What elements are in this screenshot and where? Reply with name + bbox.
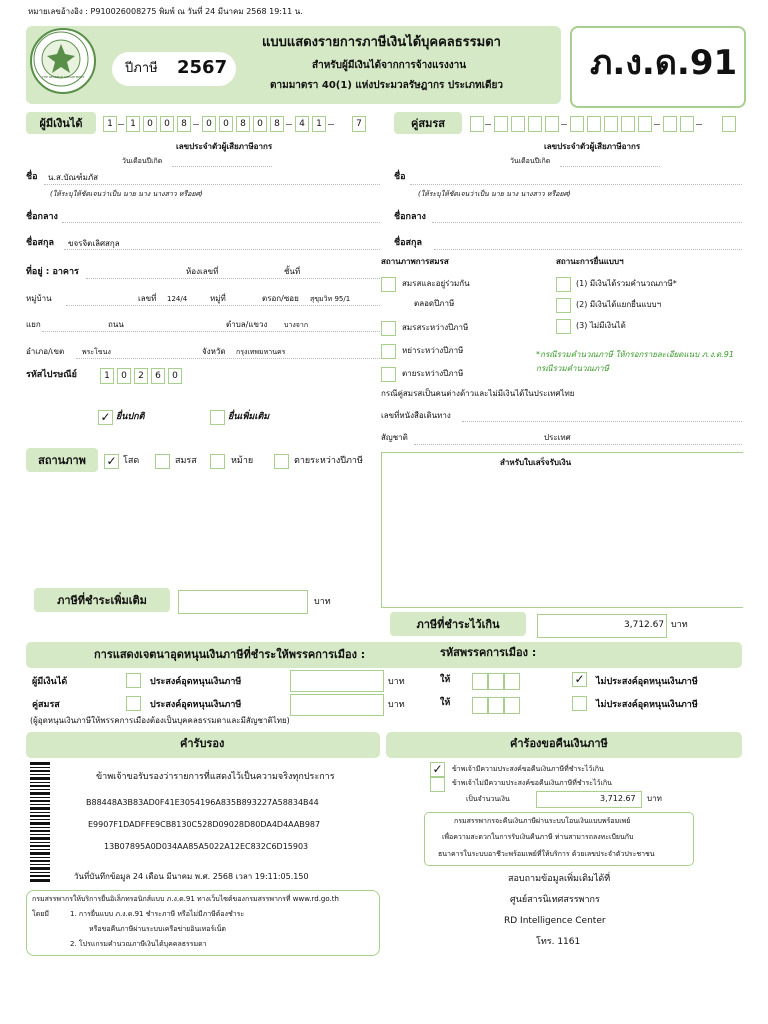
spouse-surname-line <box>434 249 742 250</box>
filing-combined-checkbox[interactable] <box>556 277 571 292</box>
marital-header: สถานภาพการสมรส <box>381 257 449 266</box>
party-code-box[interactable] <box>472 697 488 714</box>
address-line <box>86 278 380 279</box>
country-label: ประเทศ <box>544 433 571 442</box>
taxpayer-id-digit: 0 <box>160 116 174 132</box>
district-value: พระโขนง <box>82 348 111 356</box>
efiling-notice-item-1b: หรือขอคืนภาษีผ่านระบบเครือข่ายอินเทอร์เน็ต <box>89 925 226 933</box>
filing-none-label: (3) ไม่มีเงินได้ <box>576 321 626 330</box>
spouse-id-digit <box>528 116 542 132</box>
dob-line <box>560 166 660 167</box>
spouse-id-digit <box>494 116 508 132</box>
promptpay-info-1: กรมสรรพากรจะคืนเงินภาษีผ่านระบบโอนเงินแบบพร้อมเพย์ <box>454 817 631 825</box>
status-single-label: โสด <box>123 456 140 466</box>
taxpayer-surname-label: ชื่อสกุล <box>26 238 54 248</box>
spouse-id-digit <box>604 116 618 132</box>
surname-line <box>64 249 380 250</box>
contact-line-1: สอบถามข้อมูลเพิ่มเติมได้ที่ <box>508 874 611 884</box>
id-dash <box>328 124 334 125</box>
filing-separate-label: (2) มีเงินได้แยกยื่นแบบฯ <box>576 300 662 309</box>
logo-text: THE REVENUE DEPARTMENT <box>42 75 85 79</box>
efiling-notice-item-2: 2. โปรแกรมคำนวณภาษีเงินได้บุคคลธรรมดา <box>70 940 207 948</box>
overpaid-tax-baht: บาท <box>671 620 688 630</box>
taxpayer-id-digit: 0 <box>219 116 233 132</box>
party-header: การแสดงเจตนาอุดหนุนเงินภาษีที่ชำระให้พรรคการเมือง : <box>94 648 366 661</box>
certification-statement: ข้าพเจ้าขอรับรองว่ารายการที่แสดงไว้เป็นความจริงทุกประการ <box>96 772 335 782</box>
status-widowed-checkbox[interactable] <box>210 454 225 469</box>
id-dash <box>696 124 702 125</box>
party-code-box[interactable] <box>488 697 504 714</box>
party-code-box[interactable] <box>488 673 504 690</box>
additional-tax-baht: บาท <box>314 597 331 607</box>
refund-amount-label: เป็นจำนวนเงิน <box>466 795 510 803</box>
id-dash <box>286 124 292 125</box>
taxpayer-id-digit: 0 <box>202 116 216 132</box>
taxpayer-id-digit: 7 <box>352 116 366 132</box>
taxpayer-name-label: ชื่อ <box>26 172 38 182</box>
overpaid-tax-label: ภาษีที่ชำระไว้เกิน <box>390 612 526 636</box>
taxpayer-id-digit: 8 <box>270 116 284 132</box>
marital-together-checkbox[interactable] <box>381 277 396 292</box>
taxpayer-id-digit: 1 <box>312 116 326 132</box>
province-value: กรุงเทพมหานคร <box>236 348 286 356</box>
taxpayer-id-digit: 8 <box>236 116 250 132</box>
filing-separate-checkbox[interactable] <box>556 298 571 313</box>
taxpayer-dob-label: วันเดือนปีเกิด <box>122 157 163 165</box>
overpaid-tax-value: 3,712.67 <box>624 620 665 630</box>
junction-label: แยก <box>26 320 41 329</box>
moo-label: หมู่ที่ <box>210 294 226 303</box>
normal-filing-label: ยื่นปกติ <box>116 412 145 422</box>
spouse-id-digit <box>663 116 677 132</box>
spouse-id-digit <box>545 116 559 132</box>
contact-line-3: RD Intelligence Center <box>504 916 606 926</box>
junction-line <box>42 331 380 332</box>
subdistrict-value: บางจาก <box>284 321 309 329</box>
marital-together-label-2: ตลอดปีภาษี <box>414 299 455 308</box>
refund-no-checkbox[interactable] <box>430 777 445 792</box>
receipt-label: สำหรับใบเสร็จรับเงิน <box>500 458 572 467</box>
spouse-surname-label: ชื่อสกุล <box>394 238 422 248</box>
status-deceased-label: ตายระหว่างปีภาษี <box>294 456 363 466</box>
nationality-label: สัญชาติ <box>381 433 408 442</box>
id-dash <box>485 124 491 125</box>
taxpayer-name-value: น.ส.บัณฑ์มภัส <box>48 173 99 182</box>
subdistrict-label: ตำบล/แขวง <box>226 320 268 329</box>
spouse-id-digit <box>470 116 484 132</box>
form-code: ภ.ง.ด.91 <box>590 43 738 83</box>
postal-digit: 1 <box>100 368 114 384</box>
taxpayer-id-digit: 8 <box>177 116 191 132</box>
party-row-taxpayer-yes-checkbox[interactable] <box>126 673 141 688</box>
taxpayer-id-caption: เลขประจำตัวผู้เสียภาษีอากร <box>176 142 273 151</box>
village-line <box>66 305 380 306</box>
taxpayer-label: ผู้มีเงินได้ <box>26 112 96 134</box>
taxpayer-id-digit: 0 <box>143 116 157 132</box>
district-line <box>76 358 380 359</box>
party-row-taxpayer-to: ให้ <box>440 675 451 685</box>
taxpayer-id-digit: 4 <box>295 116 309 132</box>
refund-amount-value: 3,712.67 <box>600 794 636 803</box>
name-line <box>44 184 380 185</box>
certification-hash-2: E9907F1DADFFE9CB8130C528D09028D80DA4D4AAB987 <box>88 820 321 829</box>
party-row-taxpayer-amount[interactable] <box>290 670 384 692</box>
address-label: ที่อยู่ : อาคาร <box>26 267 79 277</box>
party-row-spouse-to: ให้ <box>440 698 451 708</box>
passport-line <box>462 421 742 422</box>
spouse-dob-label: วันเดือนปีเกิด <box>510 157 551 165</box>
form-title: แบบแสดงรายการภาษีเงินได้บุคคลธรรมดา <box>262 35 501 50</box>
district-label: อำเภอ/เขต <box>26 347 65 356</box>
party-row-taxpayer-purpose: ประสงค์อุดหนุนเงินภาษี <box>150 677 242 687</box>
refund-yes-label: ข้าพเจ้ามีความประสงค์ขอคืนเงินภาษีที่ชำระไว้เกิน <box>452 765 604 773</box>
dob-line <box>172 166 272 167</box>
revenue-department-logo <box>30 28 96 94</box>
party-row-taxpayer-no-label: ไม่ประสงค์อุดหนุนเงินภาษี <box>596 677 698 687</box>
refund-no-label: ข้าพเจ้าไม่มีความประสงค์ขอคืนเงินภาษีที่ชำระไว้เกิน <box>452 779 612 787</box>
id-dash <box>654 124 660 125</box>
promptpay-info-3: ธนาคารในระบบอาชีวะพร้อมเพย์ที่ให้บริการ ด้วยเลขประจำตัวประชาชน <box>438 850 655 858</box>
combined-note: *กรณีรวมคำนวณภาษี ให้กรอกรายละเอียดแนบ ภ.ง.ด.91 กรณีรวมคำนวณภาษี <box>536 350 734 374</box>
postal-digit: 0 <box>117 368 131 384</box>
status-single-checkbox[interactable]: ✓ <box>104 454 119 469</box>
taxpayer-surname-value: ขจรจิตเลิศสกุล <box>68 239 120 248</box>
party-row-spouse-no-label: ไม่ประสงค์อุดหนุนเงินภาษี <box>596 700 698 710</box>
party-row-spouse-no-checkbox[interactable] <box>572 696 587 711</box>
marital-deceased-label: ตายระหว่างปีภาษี <box>402 369 464 378</box>
party-code-box[interactable] <box>504 673 520 690</box>
filing-combined-label: (1) มีเงินได้รวมคำนวณภาษี* <box>576 279 677 288</box>
party-code-box[interactable] <box>504 697 520 714</box>
village-label: หมู่บ้าน <box>26 294 52 303</box>
normal-filing-checkbox[interactable]: ✓ <box>98 410 113 425</box>
receipt-box <box>381 452 743 608</box>
spouse-id-digit <box>621 116 635 132</box>
marital-together-label: สมรสและอยู่ร่วมกัน <box>402 279 470 288</box>
nationality-line <box>414 444 742 445</box>
soi-value: สุขุมวิท 95/1 <box>310 295 351 303</box>
status-label: สถานภาพ <box>26 448 98 472</box>
taxpayer-name-hint: (ให้ระบุให้ชัดเจนว่าเป็น นาย นาง นางสาว หรือยศ) <box>50 190 203 198</box>
refund-yes-checkbox[interactable]: ✓ <box>430 762 445 777</box>
barcode <box>30 762 50 882</box>
postal-digit: 0 <box>168 368 182 384</box>
filing-none-checkbox[interactable] <box>556 319 571 334</box>
filing-header: สถานะการยื่นแบบฯ <box>556 257 624 266</box>
middle-line <box>62 222 380 223</box>
additional-filing-checkbox[interactable] <box>210 410 225 425</box>
taxpayer-id-digit: 0 <box>253 116 267 132</box>
efiling-notice-item-1: 1. การยื่นแบบ ภ.ง.ด.91 ชำระภาษี หรือไม่มีภาษีต้องชำระ <box>70 910 245 918</box>
additional-tax-field[interactable] <box>178 590 308 614</box>
form-subtitle-2: ตามมาตรา 40(1) แห่งประมวลรัษฎากร ประเภทเดียว <box>270 80 503 91</box>
marital-divorced-label: หย่าระหว่างปีภาษี <box>402 346 464 355</box>
taxpayer-id-digit: 1 <box>103 116 117 132</box>
marital-deceased-checkbox[interactable] <box>381 367 396 382</box>
taxpayer-id-digit: 1 <box>126 116 140 132</box>
postal-digit: 2 <box>134 368 148 384</box>
year-label: ปีภาษี <box>125 61 158 76</box>
soi-label: ตรอก/ซอย <box>262 294 299 303</box>
spouse-id-digit <box>638 116 652 132</box>
year-value: 2567 <box>177 57 228 78</box>
party-row-taxpayer-no-checkbox[interactable]: ✓ <box>572 672 587 687</box>
efiling-notice-label: โดยมี <box>32 910 50 918</box>
party-row-spouse-amount[interactable] <box>290 694 384 716</box>
spouse-middle-line <box>432 222 742 223</box>
province-label: จังหวัด <box>202 347 226 356</box>
marital-divorced-checkbox[interactable] <box>381 344 396 359</box>
postal-digit: 6 <box>151 368 165 384</box>
status-married-checkbox[interactable] <box>155 454 170 469</box>
foreign-spouse-note: กรณีคู่สมรสเป็นคนต่างด้าวและไม่มีเงินได้ในประเทศไทย <box>381 389 575 398</box>
reference-note: หมายเลขอ้างอิง : P910026008275 พิมพ์ ณ วันที่ 24 มีนาคม 2568 19:11 น. <box>28 7 303 16</box>
status-married-label: สมรส <box>175 456 197 466</box>
efiling-notice: กรมสรรพากรให้บริการยื่นอิเล็กทรอนิกส์แบบ ภ.ง.ด.91 ทางเว็บไซต์ของกรมสรรพากรที่ www.rd.go.th <box>32 895 339 903</box>
promptpay-info-2: เพื่อความสะดวกในการรับเงินคืนภาษี ท่านสามารถลงทะเบียนกับ <box>442 833 634 841</box>
refund-header: คำร้องขอคืนเงินภาษี <box>510 737 608 750</box>
party-code-header: รหัสพรรคการเมือง : <box>440 646 537 659</box>
certification-record-date: วันที่บันทึกข้อมูล 24 เดือน มีนาคม พ.ศ. 2568 เวลา 19:11:05.150 <box>74 872 309 881</box>
contact-line-2: ศูนย์สารนิเทศสรรพากร <box>510 895 600 905</box>
party-row-taxpayer-baht: บาท <box>388 677 405 687</box>
certification-hash-1: B88448A3B83AD0F41E3054196A835B893227A58834B44 <box>86 798 319 807</box>
refund-amount-baht: บาท <box>647 794 662 803</box>
party-row-taxpayer-who: ผู้มีเงินได้ <box>32 677 68 687</box>
id-dash <box>193 124 199 125</box>
postal-label: รหัสไปรษณีย์ <box>26 370 77 380</box>
marital-during-label: สมรสระหว่างปีภาษี <box>402 323 469 332</box>
spouse-id-digit <box>511 116 525 132</box>
spouse-name-label: ชื่อ <box>394 172 406 182</box>
spouse-id-caption: เลขประจำตัวผู้เสียภาษีอากร <box>544 142 641 151</box>
certification-hash-3: 13B07895A0D034AA85A5022A12EC832C6D15903 <box>104 842 309 851</box>
number-value: 124/4 <box>167 295 188 303</box>
id-dash <box>561 124 567 125</box>
additional-filing-label: ยื่นเพิ่มเติม <box>228 412 270 422</box>
party-row-spouse-who: คู่สมรส <box>32 700 60 710</box>
passport-label: เลขที่หนังสือเดินทาง <box>381 411 451 420</box>
party-footnote: (ผู้อุดหนุนเงินภาษีให้พรรคการเมืองต้องเป็นบุคคลธรรมดาและมีสัญชาติไทย) <box>30 716 290 725</box>
spouse-middle-label: ชื่อกลาง <box>394 212 426 222</box>
party-code-box[interactable] <box>472 673 488 690</box>
status-deceased-checkbox[interactable] <box>274 454 289 469</box>
additional-tax-label: ภาษีที่ชำระเพิ่มเติม <box>34 588 170 612</box>
spouse-name-line <box>410 184 742 185</box>
spouse-id-digit <box>587 116 601 132</box>
taxpayer-middle-label: ชื่อกลาง <box>26 212 58 222</box>
party-row-spouse-purpose: ประสงค์อุดหนุนเงินภาษี <box>150 700 242 710</box>
form-subtitle-1: สำหรับผู้มีเงินได้จากการจ้างแรงงาน <box>312 60 467 71</box>
contact-line-4: โทร. 1161 <box>536 937 581 947</box>
spouse-label: คู่สมรส <box>394 112 462 134</box>
spouse-id-digit <box>570 116 584 132</box>
certification-header: คำรับรอง <box>180 737 225 750</box>
floor-label: ชั้นที่ <box>284 267 301 276</box>
number-label: เลขที่ <box>138 294 157 303</box>
id-dash <box>118 124 124 125</box>
room-label: ห้องเลขที่ <box>186 267 219 276</box>
party-row-spouse-yes-checkbox[interactable] <box>126 696 141 711</box>
spouse-id-digit <box>680 116 694 132</box>
party-row-spouse-baht: บาท <box>388 700 405 710</box>
marital-during-checkbox[interactable] <box>381 321 396 336</box>
spouse-name-hint: (ให้ระบุให้ชัดเจนว่าเป็น นาย นาง นางสาว หรือยศ) <box>418 190 571 198</box>
status-widowed-label: หม้าย <box>231 456 254 466</box>
road-label: ถนน <box>108 320 124 329</box>
spouse-id-digit <box>722 116 736 132</box>
